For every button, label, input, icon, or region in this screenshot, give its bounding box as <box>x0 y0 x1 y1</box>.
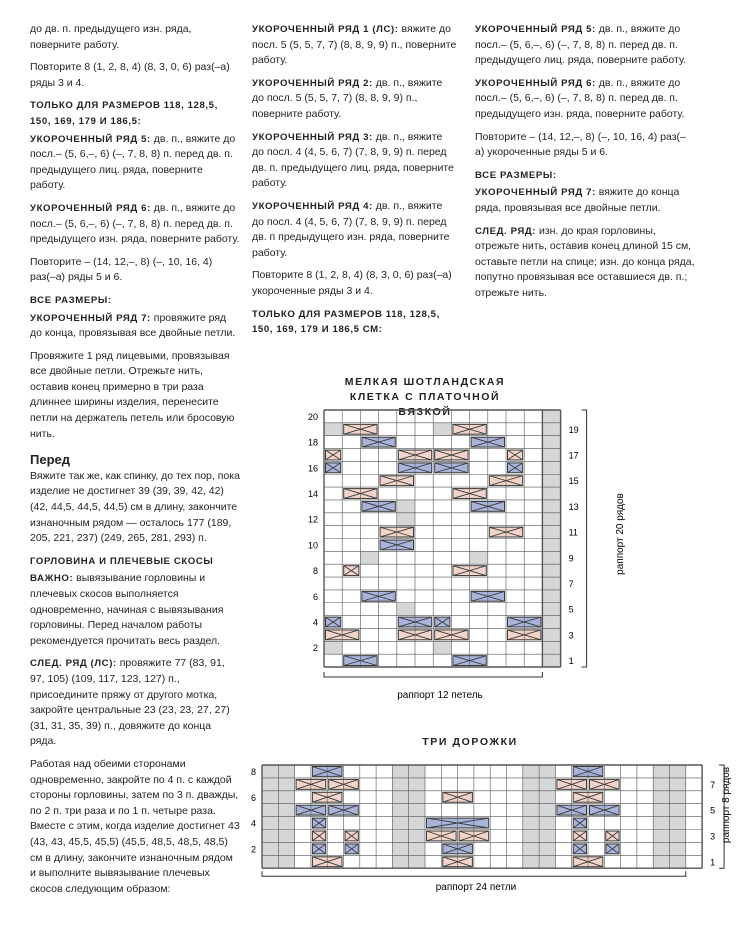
column-middle <box>252 22 457 340</box>
row-label-right: 1 <box>710 857 716 868</box>
row-label-right: 5 <box>710 805 716 816</box>
column-left <box>30 22 240 904</box>
chart-grid <box>262 765 724 876</box>
contrast-cell <box>433 423 451 436</box>
row-label-right: 1 <box>568 656 574 667</box>
instruction-row-7: УКОРОЧЕННЫЙ РЯД 7: провяжите ряд до конца, провязывая все двойные петли. <box>30 311 236 340</box>
chart-grid <box>324 410 587 677</box>
important-note: ВАЖНО: вывязывание горловины и плечевых скосов выполняется одновременно, начиная с вывязывания горловины. Перед началом работы рекомендуется прочитать весь раздел. <box>30 572 224 647</box>
row-label-right: 9 <box>568 553 574 564</box>
row-label-left: 6 <box>312 591 318 602</box>
knitting-chart-scottish-check <box>300 406 640 706</box>
paragraph: Вяжите так же, как спинку, до тех пор, пока изделие не достигнет 39 (39, 39, 42, 42) (42, 44,5, 44,5, 44,5) см в длину, закончите изнаночным рядом — осталось 177 (189, 205, 221, 237) (249, 265, 281, 293) п. <box>30 469 240 545</box>
front-section-title: Перед <box>30 452 70 468</box>
instruction-row-7: УКОРОЧЕННЫЙ РЯД 7: вяжите до конца ряда, провязывая все двойные петли. <box>475 186 680 214</box>
repeat-bracket-vertical <box>582 410 587 667</box>
row-label-left: 16 <box>307 463 318 474</box>
row-label-right: 15 <box>568 476 579 487</box>
repeat-bracket-horizontal <box>262 871 686 876</box>
row-label-right: 3 <box>568 630 574 641</box>
section-heading: ТОЛЬКО ДЛЯ РАЗМЕРОВ 118, 128,5, 150, 169, 179 И 186,5 СМ: <box>252 308 440 336</box>
row-label-left: 8 <box>250 766 256 777</box>
paragraph: Повторите – (14, 12,–, 8) (–, 10, 16, 4) раз(–а) укороченные ряды 5 и 6. <box>475 130 686 159</box>
repeat-stitches-label: раппорт 24 петли <box>435 882 517 893</box>
column-right <box>475 22 695 309</box>
contrast-cell <box>397 500 415 513</box>
paragraph: Повторите 8 (1, 2, 8, 4) (8, 3, 0, 6) раз(–а) укороченные ряды 3 и 4. <box>252 269 452 297</box>
row-label-left: 10 <box>307 540 318 551</box>
row-label-left: 4 <box>250 818 256 829</box>
row-label-left: 12 <box>307 514 318 525</box>
row-label-left: 2 <box>312 643 318 654</box>
row-label-left: 20 <box>307 411 318 422</box>
paragraph: Провяжите 1 ряд лицевыми, провязывая все двойные петли. Отрежьте нить, оставив конец примерно в три раза длиннее ширины изделия, перенесите петли на держатель петель или бросовую нить. <box>30 349 235 440</box>
section-heading: ВСЕ РАЗМЕРЫ: <box>30 294 112 306</box>
contrast-cell <box>324 423 342 436</box>
row-label-right: 17 <box>568 450 579 461</box>
paragraph: Повторите 8 (1, 2, 8, 4) (8, 3, 0, 6) раз(–а) ряды 3 и 4. <box>30 61 230 89</box>
instruction-next-row: СЛЕД. РЯД: изн. до края горловины, отрежьте нить, оставив конец длиной 15 см, оставьте петли на спице; изн. до конца ряда, попутно провязывая все оставшиеся дв. п.; отрежьте нить. <box>475 224 695 299</box>
contrast-cell <box>360 551 378 564</box>
repeat-stitches-label: раппорт 12 петель <box>397 690 483 701</box>
contrast-cell <box>397 603 415 616</box>
paragraph: до дв. п. предыдущего изн. ряда, поверните работу. <box>30 23 192 51</box>
repeat-rows-label: раппорт 8 рядов <box>721 766 732 844</box>
instruction-row-6: УКОРОЧЕННЫЙ РЯД 6: дв. п., вяжите до посл.– (5, 6,–, 6) (–, 7, 8, 8) п. перед дв. п. предыдущего изн. ряда, поверните работу. <box>30 201 240 246</box>
instruction-row-2: УКОРОЧЕННЫЙ РЯД 2: дв. п., вяжите до посл. 5 (5, 5, 7, 7) (8, 8, 9, 9) п., поверните работу. <box>252 76 443 120</box>
row-label-right: 7 <box>568 578 574 589</box>
instruction-row-6: УКОРОЧЕННЫЙ РЯД 6: дв. п., вяжите до посл.– (5, 6,–, 6) (–, 7, 8, 8) п. перед дв. п. предыдущего изн. ряда, поверните работу. <box>475 76 685 120</box>
instruction-row-5: УКОРОЧЕННЫЙ РЯД 5: дв. п., вяжите до посл.– (5, 6,–, 6) (–, 7, 8, 8) п. перед дв. п. предыдущего лиц. ряда, поверните работу. <box>475 23 687 67</box>
repeat-bracket-horizontal <box>324 672 542 677</box>
repeat-rows-label: раппорт 20 рядов <box>615 493 626 575</box>
row-label-left: 18 <box>307 437 318 448</box>
section-heading: ВСЕ РАЗМЕРЫ: <box>475 169 557 181</box>
contrast-cell <box>433 641 451 654</box>
section-heading: ГОРЛОВИНА И ПЛЕЧЕВЫЕ СКОСЫ <box>30 555 214 567</box>
row-label-right: 5 <box>568 604 574 615</box>
chart-2-title: ТРИ ДОРОЖКИ <box>422 736 518 748</box>
row-label-right: 7 <box>710 779 716 790</box>
row-label-left: 2 <box>250 844 256 855</box>
contrast-cell <box>470 551 488 564</box>
row-label-left: 4 <box>312 617 318 628</box>
instruction-row-4: УКОРОЧЕННЫЙ РЯД 4: дв. п., вяжите до посл. 4 (4, 5, 6, 7) (7, 8, 9, 9) п. перед дв. п предыдущего изн. ряда, поверните работу. <box>252 199 450 259</box>
instruction-row-5: УКОРОЧЕННЫЙ РЯД 5: дв. п., вяжите до посл.– (5, 6,–, 6) (–, 7, 8, 8) п. перед дв. п. предыдущего лиц. ряда, поверните работу. <box>30 132 236 192</box>
contrast-cell <box>324 641 342 654</box>
row-label-left: 6 <box>250 792 256 803</box>
row-label-left: 8 <box>312 566 318 577</box>
paragraph: Повторите – (14, 12,–, 8) (–, 10, 16, 4) раз(–а) ряды 5 и 6. <box>30 255 213 284</box>
instruction-next-row: СЛЕД. РЯД (ЛС): провяжите 77 (83, 91, 97, 105) (109, 117, 123, 127) п., присоедините пряжу от другого мотка, закройте центральные 23 (23, 23, 27, 27) (31, 31, 35, 39) п., довяжите до конца ряда. <box>30 657 230 748</box>
knitting-chart-three-tracks <box>240 755 740 905</box>
instruction-row-3: УКОРОЧЕННЫЙ РЯД 3: дв. п., вяжите до посл. 4 (4, 5, 6, 7) (7, 8, 9, 9) п. перед дв. п. предыдущего лиц. ряда, поверните работу. <box>252 130 454 190</box>
row-label-right: 3 <box>710 831 716 842</box>
section-heading: ТОЛЬКО ДЛЯ РАЗМЕРОВ 118, 128,5, 150, 169, 179 И 186,5: <box>30 100 218 127</box>
paragraph: Работая над обеими сторонами одновременно, закройте по 4 п. с каждой стороны горловины, затем по 3 п. дважды, по 2 п. три раза и по 1 п. четыре раза. Вместе с этим, когда изделие достигнет 43 (43, 43, 45,5, 45,5) (45,5, 48,5, 48,5, 48,5) см в длину, закончите изнаночным рядом и выполните вывязывание плечевых скосов следующим образом: <box>30 757 240 895</box>
row-label-left: 14 <box>307 489 318 500</box>
chart-1-title: МЕЛКАЯ ШОТЛАНДСКАЯ КЛЕТКА С ПЛАТОЧНОЙ ВЯЗКОЙ <box>344 376 506 418</box>
instruction-row-1: УКОРОЧЕННЫЙ РЯД 1 (ЛС): вяжите до посл. 5 (5, 5, 7, 7) (8, 8, 9, 9) п., поверните работу. <box>252 23 457 67</box>
row-label-right: 19 <box>568 424 579 435</box>
row-label-right: 11 <box>568 527 578 538</box>
row-label-right: 13 <box>568 501 579 512</box>
contrast-cell <box>397 513 415 526</box>
